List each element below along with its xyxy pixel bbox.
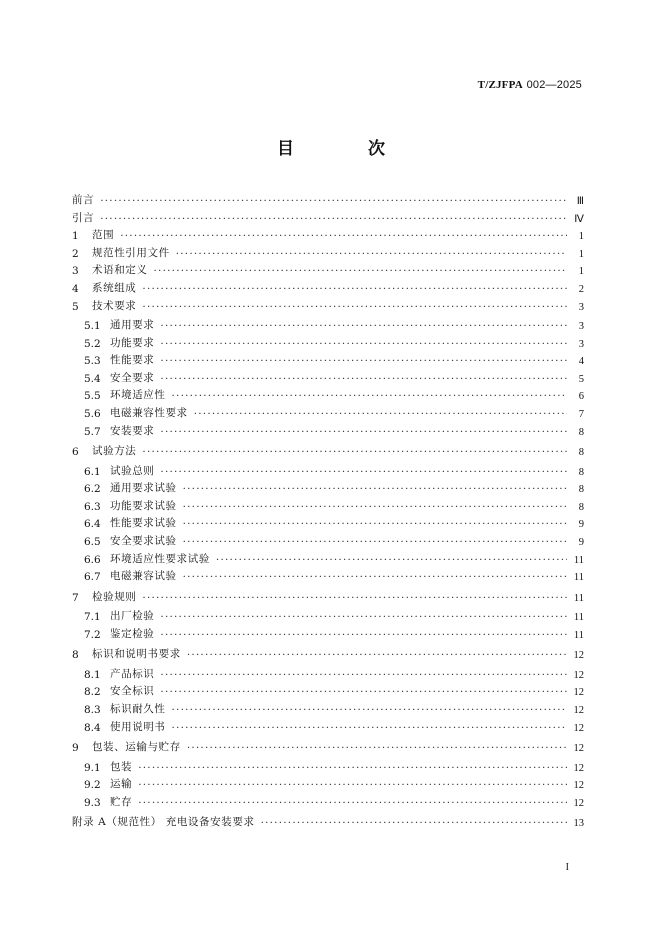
toc-entry-page: 11 <box>573 554 584 566</box>
toc-leader-dots <box>100 195 567 207</box>
toc-leader-dots <box>216 554 567 566</box>
toc-entry-label: 试验方法 <box>92 445 137 458</box>
toc-entry-number: 8 <box>72 649 79 662</box>
toc-entry[interactable] <box>72 681 584 699</box>
toc-entry-number: 5.2 <box>84 337 101 350</box>
toc-entry-number: 5.3 <box>84 355 101 368</box>
toc-entry[interactable] <box>72 207 584 225</box>
toc-entry-number: 8.2 <box>84 686 101 699</box>
toc-entry[interactable] <box>72 698 584 716</box>
toc-entry[interactable] <box>72 641 584 662</box>
toc-entry[interactable] <box>72 225 584 243</box>
toc-entry[interactable] <box>72 754 584 774</box>
toc-entry[interactable] <box>72 260 584 278</box>
toc-entry-label: 前言 <box>72 194 95 206</box>
toc-entry-number: 8.4 <box>84 721 101 734</box>
toc-entry-number: 6.3 <box>84 500 101 513</box>
toc-entry-number: 4 <box>72 282 79 295</box>
toc-entry-number: 9 <box>72 742 79 755</box>
toc-entry-number: 6.2 <box>84 483 101 496</box>
toc-entry-page: 8 <box>578 447 584 459</box>
toc-entry-label: 贮存 <box>110 795 133 808</box>
toc-entry-label: 试验总则 <box>110 464 155 477</box>
toc-entry-page: 12 <box>573 650 584 662</box>
toc-entry[interactable] <box>72 458 584 478</box>
toc-entry[interactable] <box>72 367 584 385</box>
toc-entry[interactable] <box>72 187 584 207</box>
toc-entry[interactable] <box>72 438 584 459</box>
toc-entry-page: 11 <box>573 592 584 604</box>
toc-entry-page: 6 <box>578 391 584 403</box>
toc-entry-page: 12 <box>573 687 584 699</box>
toc-leader-dots <box>172 390 568 402</box>
toc-leader-dots <box>160 373 567 385</box>
toc-entry-number: 2 <box>72 247 79 260</box>
toc-entry-number: 6.4 <box>84 518 101 531</box>
toc-leader-dots <box>187 742 567 754</box>
toc-leader-dots <box>154 265 568 277</box>
toc-entry-number: 9.1 <box>84 761 101 774</box>
toc-leader-dots <box>138 797 567 809</box>
toc-leader-dots <box>160 338 567 350</box>
toc-entry-page: Ⅳ <box>574 213 584 225</box>
toc-leader-dots <box>160 355 567 367</box>
toc-entry-page: 13 <box>573 818 584 830</box>
toc-entry[interactable] <box>72 583 584 604</box>
toc-entry-number: 7.1 <box>84 611 101 624</box>
toc-entry-number: 5 <box>72 300 79 313</box>
toc-entry-number: 6.5 <box>84 536 101 548</box>
toc-entry-number: 5.7 <box>84 425 101 438</box>
toc-entry-label: 安装要求 <box>110 424 155 437</box>
toc-entry-label: 环境适应性要求试验 <box>110 552 210 565</box>
toc-entry-page: 11 <box>573 629 584 641</box>
toc-entry[interactable] <box>72 623 584 641</box>
toc-leader-dots <box>183 483 567 495</box>
toc-entry-number: 8.3 <box>84 703 101 716</box>
standard-code-number: 002—2025 <box>526 79 582 91</box>
toc-entry-page: Ⅲ <box>576 196 584 207</box>
toc-entry-label: 术语和定义 <box>92 264 148 277</box>
toc-entry-page: 8 <box>578 501 584 513</box>
toc-entry-page: 1 <box>578 231 584 243</box>
toc-entry[interactable] <box>72 402 584 420</box>
toc-leader-dots <box>138 762 567 774</box>
toc-entry-page: 8 <box>578 484 584 496</box>
toc-entry[interactable] <box>72 242 584 260</box>
toc-leader-dots <box>183 571 567 583</box>
toc-entry-label: 使用说明书 <box>110 720 166 733</box>
toc-entry-label: 产品标识 <box>110 667 155 680</box>
toc-entry-number: 5.5 <box>84 390 101 403</box>
toc-entry-page: 11 <box>573 572 584 584</box>
toc-leader-dots <box>183 536 567 548</box>
toc-entry-label: 范围 <box>92 229 115 242</box>
toc-entry-page: 12 <box>573 722 584 734</box>
toc-leader-dots <box>160 320 567 332</box>
toc-entry-number: 9.2 <box>84 779 101 792</box>
toc-leader-dots <box>160 629 567 641</box>
toc-entry[interactable] <box>72 661 584 681</box>
toc-entry-label: 安全要求试验 <box>110 535 177 547</box>
standard-code-prefix: T/ZJFPA <box>477 79 523 91</box>
toc-leader-dots <box>160 669 567 681</box>
toc-entry-number: 9.3 <box>84 796 101 809</box>
toc-entry-label: 电磁兼容性要求 <box>110 407 188 420</box>
toc-entry-label: 运输 <box>110 778 133 791</box>
toc-entry[interactable] <box>72 530 584 548</box>
toc-leader-dots <box>100 213 567 225</box>
toc-entry[interactable] <box>72 734 584 755</box>
toc-entry-number: 5.4 <box>84 372 101 385</box>
toc-entry-page: 12 <box>573 743 584 755</box>
page-number: I <box>565 862 569 873</box>
toc-entry-label: 标识和说明书要求 <box>92 648 181 661</box>
toc-entry-page: 8 <box>578 466 584 478</box>
toc-entry-page: 9 <box>578 537 584 548</box>
toc-entry-number: 8.1 <box>84 668 101 681</box>
toc-entry-page: 5 <box>578 373 584 385</box>
toc-entry-label: 安全要求 <box>110 371 155 384</box>
toc-entry[interactable] <box>72 350 584 368</box>
toc-entry[interactable] <box>72 604 584 624</box>
toc-leader-dots <box>142 592 567 604</box>
toc-entry-label: 通用要求试验 <box>110 482 177 495</box>
toc-entry-label: 出厂检验 <box>110 610 155 623</box>
toc-entry-label: 包装 <box>110 760 133 773</box>
toc-entry-number: 6.1 <box>84 465 101 478</box>
toc-entry[interactable] <box>72 277 584 295</box>
table-of-contents <box>72 187 584 829</box>
toc-entry[interactable] <box>72 809 584 830</box>
toc-leader-dots <box>160 466 567 478</box>
toc-entry[interactable] <box>72 566 584 584</box>
toc-entry-page: 11 <box>573 612 584 624</box>
toc-entry-number: 1 <box>72 230 79 243</box>
toc-entry[interactable] <box>72 332 584 350</box>
toc-entry[interactable] <box>72 513 584 531</box>
toc-entry[interactable] <box>72 716 584 734</box>
toc-entry[interactable] <box>72 313 584 333</box>
toc-entry-number: 3 <box>72 265 79 278</box>
toc-entry-page: 12 <box>573 704 584 716</box>
toc-entry-label: 安全标识 <box>110 685 155 698</box>
toc-entry-page: 9 <box>578 519 584 531</box>
toc-entry[interactable] <box>72 478 584 496</box>
toc-leader-dots <box>176 248 567 260</box>
toc-entry-label: 性能要求试验 <box>110 517 177 530</box>
toc-entry-number: 6.7 <box>84 571 101 584</box>
standard-code <box>478 78 582 91</box>
toc-entry-label: 鉴定检验 <box>110 627 155 640</box>
toc-entry-page: 1 <box>578 248 584 260</box>
toc-entry-page: 7 <box>578 409 584 421</box>
toc-leader-dots <box>138 779 567 791</box>
toc-leader-dots <box>160 686 567 698</box>
toc-entry[interactable] <box>72 548 584 566</box>
toc-entry-label: 包装、运输与贮存 <box>92 741 181 754</box>
toc-leader-dots <box>183 518 567 530</box>
toc-entry[interactable] <box>72 774 584 792</box>
toc-entry-number: 6 <box>72 446 79 459</box>
toc-entry-page: 12 <box>573 669 584 681</box>
toc-entry-label: 附录 A（规范性） 充电设备安装要求 <box>72 816 255 829</box>
toc-entry-label: 环境适应性 <box>110 389 166 402</box>
toc-leader-dots <box>194 408 567 420</box>
toc-leader-dots <box>142 283 567 295</box>
toc-entry-label: 检验规则 <box>92 590 137 603</box>
toc-entry-page: 12 <box>573 762 584 774</box>
toc-leader-dots <box>160 426 567 438</box>
toc-leader-dots <box>187 649 567 661</box>
toc-entry-number: 6.6 <box>84 553 101 566</box>
toc-entry-label: 标识耐久性 <box>110 702 166 715</box>
toc-entry-page: 3 <box>578 321 584 333</box>
toc-entry-label: 规范性引用文件 <box>92 246 170 259</box>
toc-leader-dots <box>120 230 567 242</box>
toc-entry-page: 12 <box>573 797 584 809</box>
toc-entry-page: 1 <box>578 266 584 278</box>
toc-entry-number: 5.1 <box>84 320 101 333</box>
toc-leader-dots <box>172 722 568 734</box>
toc-entry-label: 电磁兼容试验 <box>110 570 177 583</box>
toc-entry-page: 3 <box>578 338 584 350</box>
page-title: 目 次 <box>277 139 419 159</box>
toc-entry[interactable] <box>72 791 584 809</box>
toc-entry-label: 技术要求 <box>92 299 137 312</box>
toc-entry-number: 7.2 <box>84 628 101 641</box>
toc-leader-dots <box>160 611 567 623</box>
toc-entry-page: 4 <box>578 356 584 368</box>
toc-entry-page: 2 <box>578 283 584 295</box>
toc-entry-label: 通用要求 <box>110 319 155 332</box>
toc-entry-label: 功能要求试验 <box>110 499 177 512</box>
toc-leader-dots <box>261 817 567 829</box>
toc-entry-page: 12 <box>573 780 584 792</box>
toc-leader-dots <box>142 301 567 313</box>
toc-entry-label: 系统组成 <box>92 281 137 294</box>
toc-leader-dots <box>172 704 568 716</box>
toc-entry-number: 5.6 <box>84 408 101 421</box>
toc-entry[interactable] <box>72 385 584 403</box>
toc-entry[interactable] <box>72 495 584 513</box>
toc-entry-page: 3 <box>578 301 584 313</box>
toc-entry-label: 功能要求 <box>110 336 155 349</box>
toc-entry[interactable] <box>72 295 584 313</box>
toc-entry-label: 引言 <box>72 211 95 224</box>
toc-entry-page: 8 <box>578 426 584 438</box>
toc-entry-number: 7 <box>72 591 79 604</box>
toc-entry[interactable] <box>72 420 584 438</box>
toc-leader-dots <box>142 446 567 458</box>
toc-entry-label: 性能要求 <box>110 354 155 367</box>
toc-leader-dots <box>183 501 567 513</box>
